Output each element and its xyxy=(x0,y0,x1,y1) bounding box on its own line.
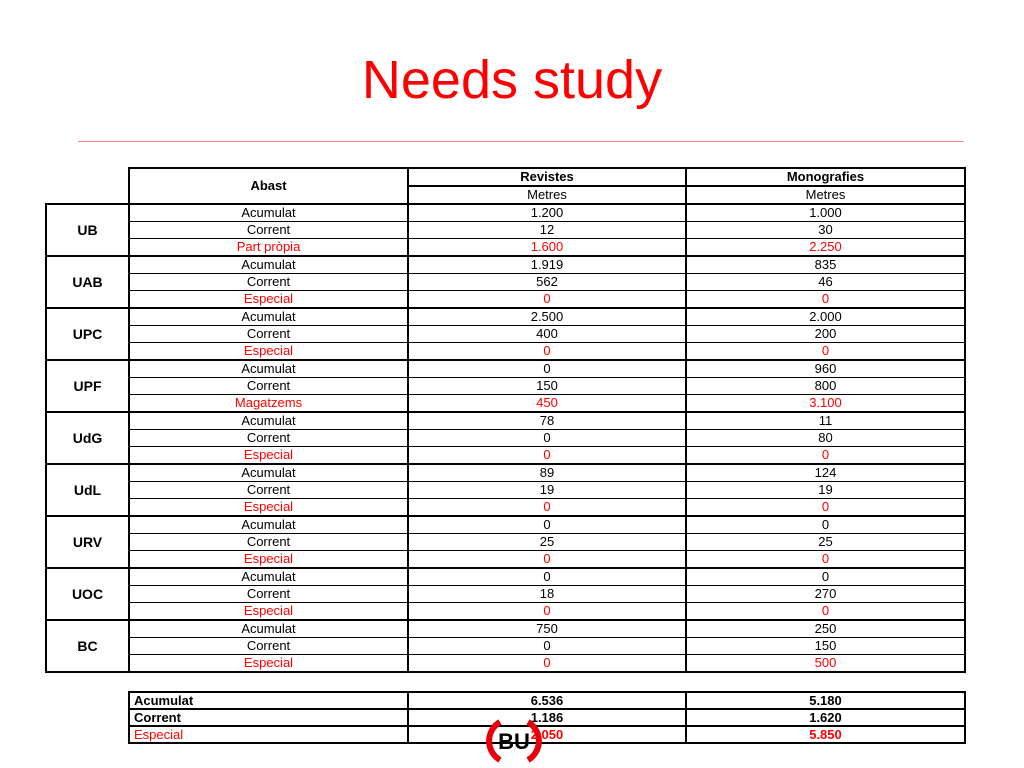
institution-cell: UB xyxy=(46,204,129,256)
monografies-cell: 11 xyxy=(686,412,965,430)
revistes-cell: 0 xyxy=(408,291,686,309)
monografies-cell: 1.000 xyxy=(686,204,965,222)
table-row xyxy=(46,274,965,291)
monografies-cell: 0 xyxy=(686,447,965,465)
abast-cell: Especial xyxy=(129,291,408,309)
abast-cell: Acumulat xyxy=(129,360,408,378)
abast-cell: Corrent xyxy=(129,430,408,447)
abast-cell: Corrent xyxy=(129,586,408,603)
table-row xyxy=(46,412,965,430)
table-row xyxy=(46,516,965,534)
page-title: Needs study xyxy=(361,50,663,110)
table-row xyxy=(46,482,965,499)
monografies-cell: 2.250 xyxy=(686,239,965,257)
revistes-cell: 0 xyxy=(408,568,686,586)
monografies-cell: 19 xyxy=(686,482,965,499)
abast-cell: Corrent xyxy=(129,274,408,291)
header-unit-monografies: Metres xyxy=(686,186,965,204)
abast-cell: Acumulat xyxy=(129,256,408,274)
abast-cell: Acumulat xyxy=(129,516,408,534)
revistes-cell: 150 xyxy=(408,378,686,395)
abast-cell: Especial xyxy=(129,343,408,361)
abast-cell: Corrent xyxy=(129,326,408,343)
revistes-cell: 0 xyxy=(408,516,686,534)
abast-cell: Corrent xyxy=(129,222,408,239)
abast-cell: Acumulat xyxy=(129,308,408,326)
table-body xyxy=(46,204,965,672)
monografies-cell: 46 xyxy=(686,274,965,291)
revistes-cell: 78 xyxy=(408,412,686,430)
revistes-cell: 0 xyxy=(408,638,686,655)
abast-cell: Magatzems xyxy=(129,395,408,413)
monografies-cell: 80 xyxy=(686,430,965,447)
summary-revistes-cell: 2.050 xyxy=(408,726,686,743)
institution-cell: URV xyxy=(46,516,129,568)
monografies-cell: 800 xyxy=(686,378,965,395)
revistes-cell: 450 xyxy=(408,395,686,413)
institution-cell: UPF xyxy=(46,360,129,412)
table-row xyxy=(46,464,965,482)
revistes-cell: 1.919 xyxy=(408,256,686,274)
institution-cell: UPC xyxy=(46,308,129,360)
summary-table xyxy=(128,691,966,744)
institution-cell: BC xyxy=(46,620,129,672)
abast-cell: Acumulat xyxy=(129,464,408,482)
monografies-cell: 200 xyxy=(686,326,965,343)
summary-monografies-cell: 5.180 xyxy=(686,692,965,709)
summary-row xyxy=(129,692,965,709)
table-row xyxy=(46,499,965,517)
table-row xyxy=(46,568,965,586)
revistes-cell: 12 xyxy=(408,222,686,239)
revistes-cell: 750 xyxy=(408,620,686,638)
table-row xyxy=(46,430,965,447)
monografies-cell: 270 xyxy=(686,586,965,603)
abast-cell: Corrent xyxy=(129,638,408,655)
monografies-cell: 835 xyxy=(686,256,965,274)
abast-cell: Especial xyxy=(129,499,408,517)
monografies-cell: 250 xyxy=(686,620,965,638)
summary-row xyxy=(129,726,965,743)
revistes-cell: 18 xyxy=(408,586,686,603)
monografies-cell: 0 xyxy=(686,603,965,621)
table-row xyxy=(46,204,965,222)
abast-cell: Acumulat xyxy=(129,568,408,586)
institution-cell: UdL xyxy=(46,464,129,516)
revistes-cell: 400 xyxy=(408,326,686,343)
header-revistes: Revistes xyxy=(408,168,686,186)
table-row xyxy=(46,326,965,343)
summary-revistes-cell: 6.536 xyxy=(408,692,686,709)
revistes-cell: 0 xyxy=(408,499,686,517)
title-divider xyxy=(78,141,964,142)
table-row xyxy=(46,378,965,395)
revistes-cell: 2.500 xyxy=(408,308,686,326)
monografies-cell: 500 xyxy=(686,655,965,673)
needs-table xyxy=(45,167,966,673)
logo-text: BU xyxy=(498,729,530,754)
revistes-cell: 562 xyxy=(408,274,686,291)
header-spacer xyxy=(46,168,129,204)
bu-logo-icon xyxy=(486,714,542,768)
table-row xyxy=(46,222,965,239)
abast-cell: Acumulat xyxy=(129,620,408,638)
table-row xyxy=(46,586,965,603)
monografies-cell: 960 xyxy=(686,360,965,378)
revistes-cell: 25 xyxy=(408,534,686,551)
institution-cell: UdG xyxy=(46,412,129,464)
table-row xyxy=(46,638,965,655)
table-row xyxy=(46,655,965,673)
summary-row xyxy=(129,709,965,726)
monografies-cell: 124 xyxy=(686,464,965,482)
summary-monografies-cell: 1.620 xyxy=(686,709,965,726)
table-row xyxy=(46,620,965,638)
table-row xyxy=(46,291,965,309)
summary-label-cell: Corrent xyxy=(129,709,408,726)
revistes-cell: 0 xyxy=(408,360,686,378)
revistes-cell: 0 xyxy=(408,655,686,673)
monografies-cell: 0 xyxy=(686,343,965,361)
abast-cell: Especial xyxy=(129,447,408,465)
monografies-cell: 0 xyxy=(686,551,965,569)
table-row xyxy=(46,603,965,621)
abast-cell: Especial xyxy=(129,655,408,673)
summary-monografies-cell: 5.850 xyxy=(686,726,965,743)
monografies-cell: 0 xyxy=(686,568,965,586)
table-row xyxy=(46,534,965,551)
header-unit-revistes: Metres xyxy=(408,186,686,204)
monografies-cell: 2.000 xyxy=(686,308,965,326)
revistes-cell: 1.200 xyxy=(408,204,686,222)
abast-cell: Corrent xyxy=(129,378,408,395)
table-row xyxy=(46,343,965,361)
header-row xyxy=(46,168,965,186)
revistes-cell: 0 xyxy=(408,603,686,621)
summary-body xyxy=(129,692,965,743)
table-row xyxy=(46,551,965,569)
abast-cell: Especial xyxy=(129,551,408,569)
header-abast: Abast xyxy=(129,168,408,204)
revistes-cell: 19 xyxy=(408,482,686,499)
summary-label-cell: Especial xyxy=(129,726,408,743)
abast-cell: Corrent xyxy=(129,482,408,499)
table-row xyxy=(46,308,965,326)
header-monografies: Monografies xyxy=(686,168,965,186)
table-row xyxy=(46,395,965,413)
abast-cell: Acumulat xyxy=(129,204,408,222)
monografies-cell: 30 xyxy=(686,222,965,239)
abast-cell: Corrent xyxy=(129,534,408,551)
revistes-cell: 0 xyxy=(408,430,686,447)
monografies-cell: 3.100 xyxy=(686,395,965,413)
monografies-cell: 150 xyxy=(686,638,965,655)
abast-cell: Especial xyxy=(129,603,408,621)
table-row xyxy=(46,256,965,274)
summary-revistes-cell: 1.186 xyxy=(408,709,686,726)
abast-cell: Acumulat xyxy=(129,412,408,430)
revistes-cell: 0 xyxy=(408,551,686,569)
institution-cell: UOC xyxy=(46,568,129,620)
summary-label-cell: Acumulat xyxy=(129,692,408,709)
table-row xyxy=(46,239,965,257)
table-row xyxy=(46,447,965,465)
monografies-cell: 0 xyxy=(686,516,965,534)
institution-cell: UAB xyxy=(46,256,129,308)
monografies-cell: 0 xyxy=(686,291,965,309)
table-row xyxy=(46,360,965,378)
abast-cell: Part pròpia xyxy=(129,239,408,257)
monografies-cell: 0 xyxy=(686,499,965,517)
revistes-cell: 1.600 xyxy=(408,239,686,257)
monografies-cell: 25 xyxy=(686,534,965,551)
revistes-cell: 89 xyxy=(408,464,686,482)
revistes-cell: 0 xyxy=(408,343,686,361)
revistes-cell: 0 xyxy=(408,447,686,465)
